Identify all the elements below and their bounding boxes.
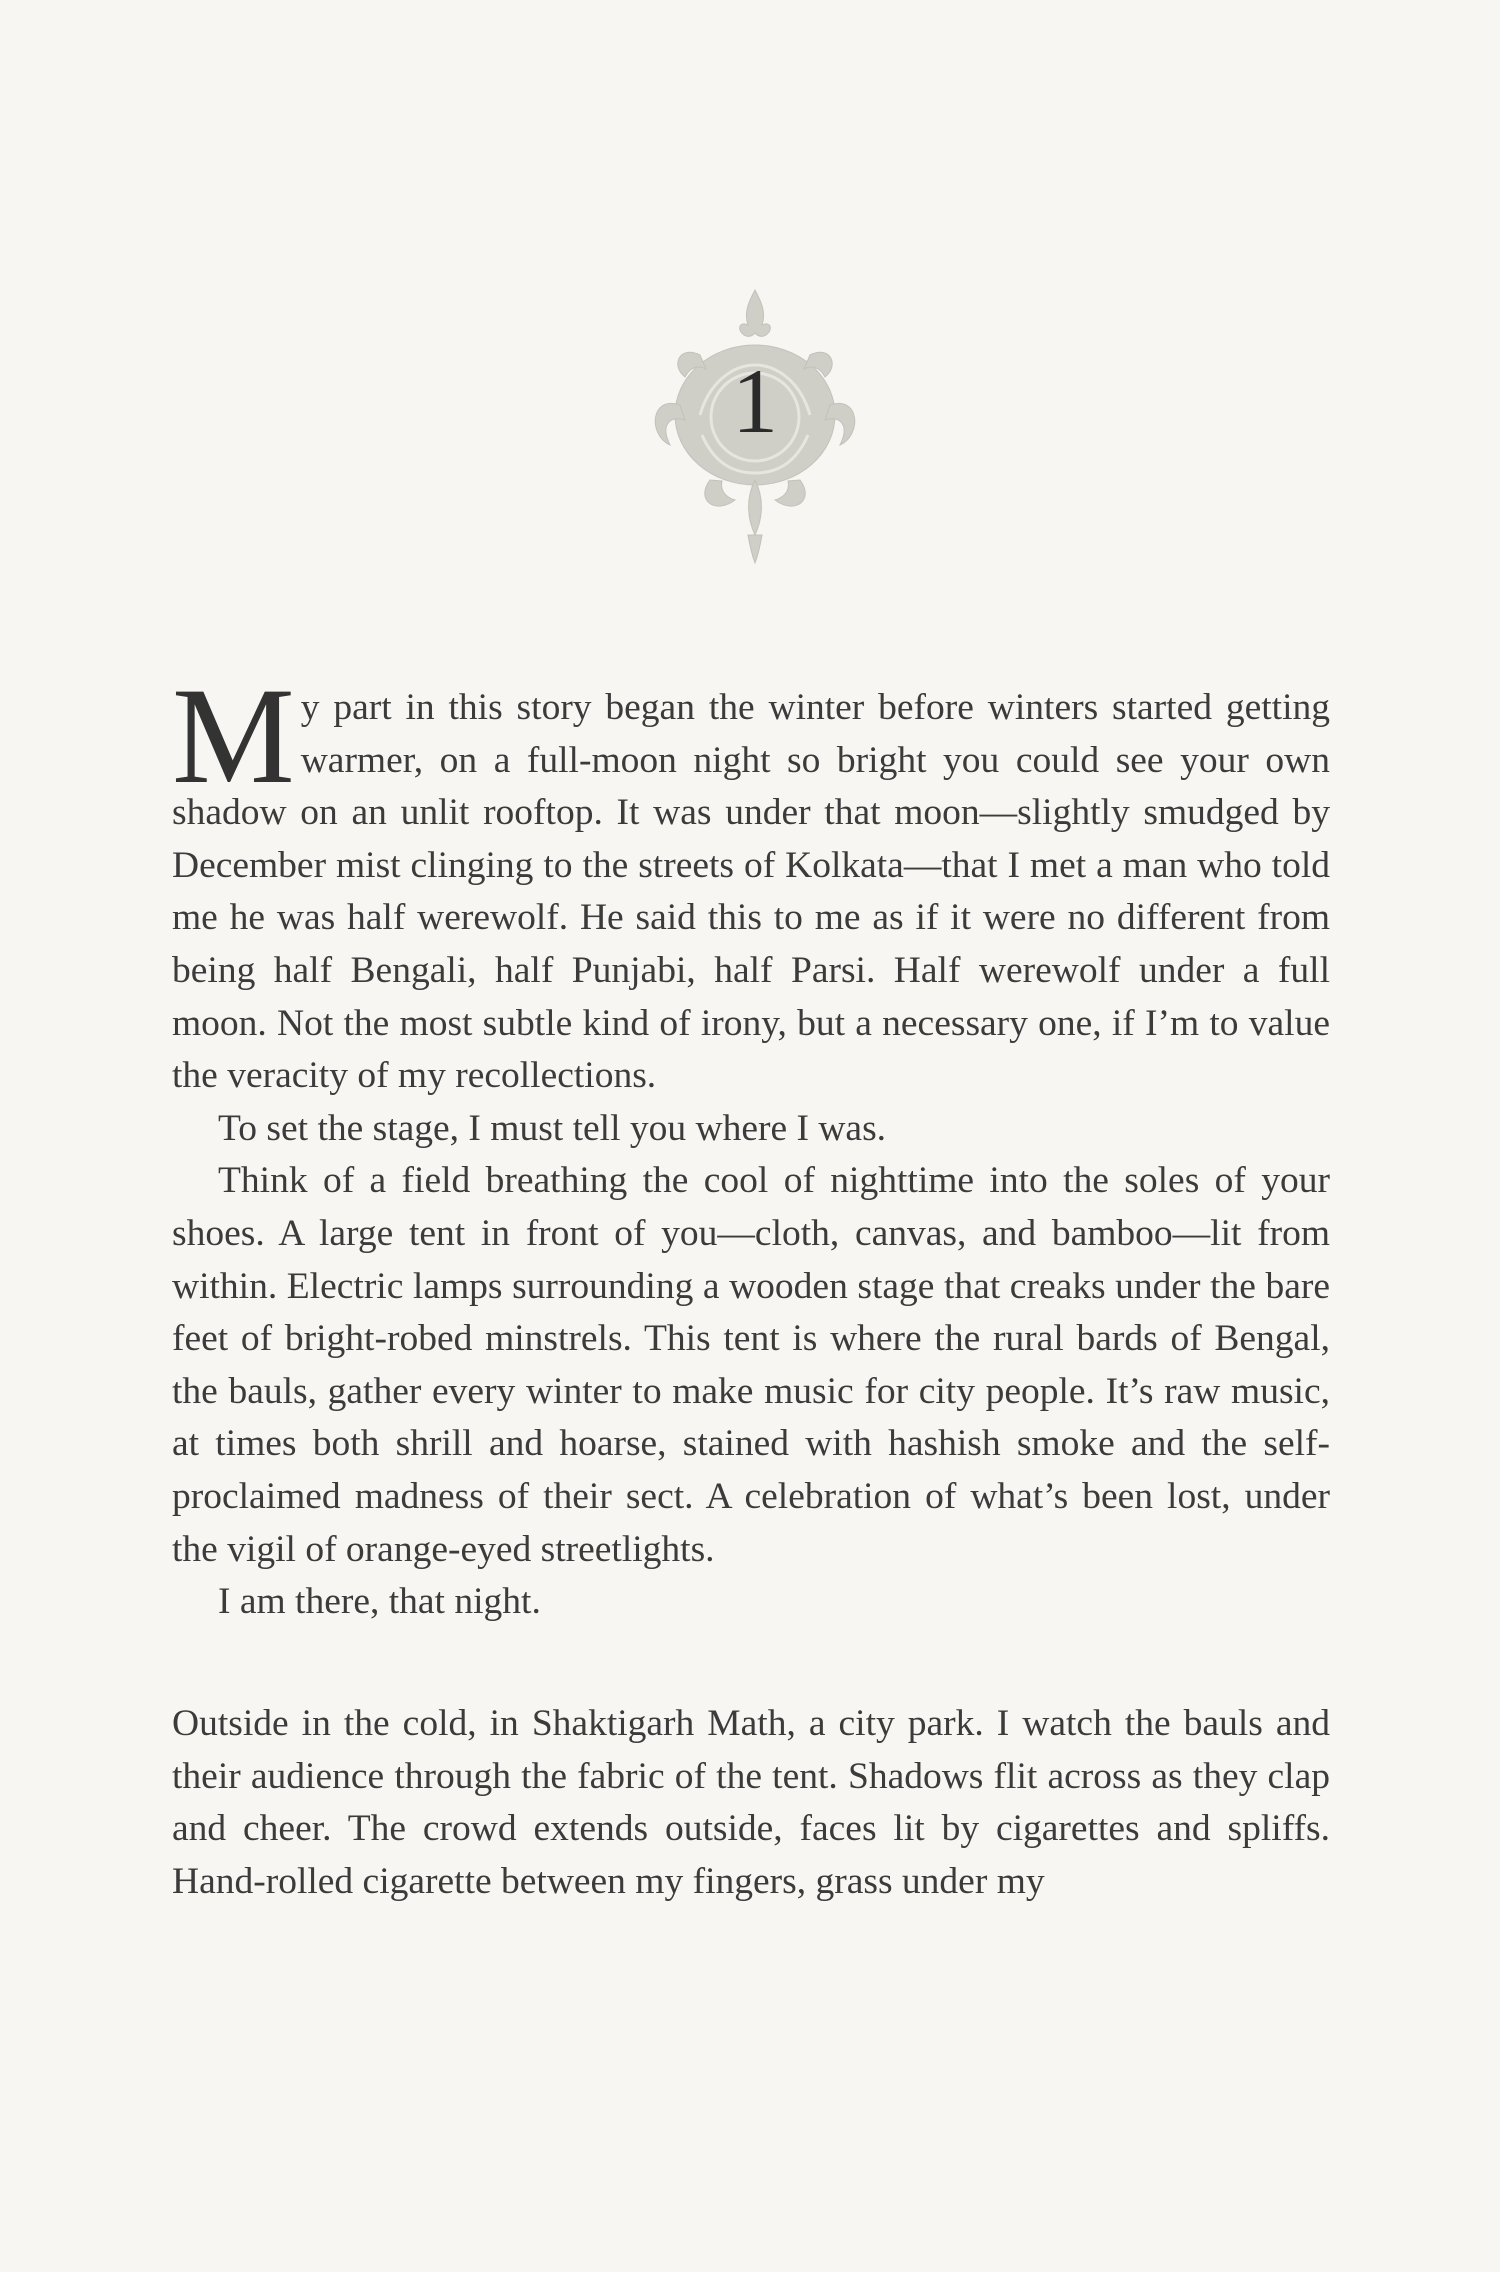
opening-paragraph: [172, 659, 1330, 1103]
opening-paragraph-text: y part in this story began the winter before winters started getting warmer, on a full-moon night so bright you could see your own shadow on an unlit rooftop. It was under that moon—slightly smudged by December mist clinging to the streets of Kolkata—that I met a man who told me he was half werewolf. He said this to me as if it were no different from being half Bengali, half Punjabi, half Parsi. Half werewolf under a full moon. Not the most subtle kind of irony, but a necessary one, if I’m to value the veracity of my recollections.: [172, 687, 1330, 1097]
paragraph: Think of a field breathing the cool of nighttime into the soles of your shoes. A large tent in front of you—cloth, canvas, and bamboo—lit from within. Electric lamps surrounding a wooden stage that creaks under the bare feet of bright-robed minstrels. This tent is where the rural bards of Bengal, the bauls, gather every winter to make music for city people. It’s raw music, at times both shrill and hoarse, stained with hashish smoke and the self-proclaimed madness of their sect. A celebration of what’s been lost, under the vigil of orange-eyed streetlights.: [172, 1160, 1330, 1570]
section-two: [172, 1698, 1330, 1908]
section-two-paragraph: Outside in the cold, in Shaktigarh Math, a city park. I watch the bauls and their audience through the fabric of the tent. Shadows flit across as they clap and cheer. The crowd extends outside, faces lit by cigarettes and spliffs. Hand-rolled cigarette between my fingers, grass under my: [172, 1703, 1330, 1902]
chapter-number: 1: [732, 350, 778, 452]
chapter-text: [172, 659, 1330, 1629]
paragraph: To set the stage, I must tell you where I was.: [218, 1107, 887, 1149]
drop-cap: M: [172, 659, 295, 812]
paragraph: I am there, that night.: [218, 1581, 541, 1623]
